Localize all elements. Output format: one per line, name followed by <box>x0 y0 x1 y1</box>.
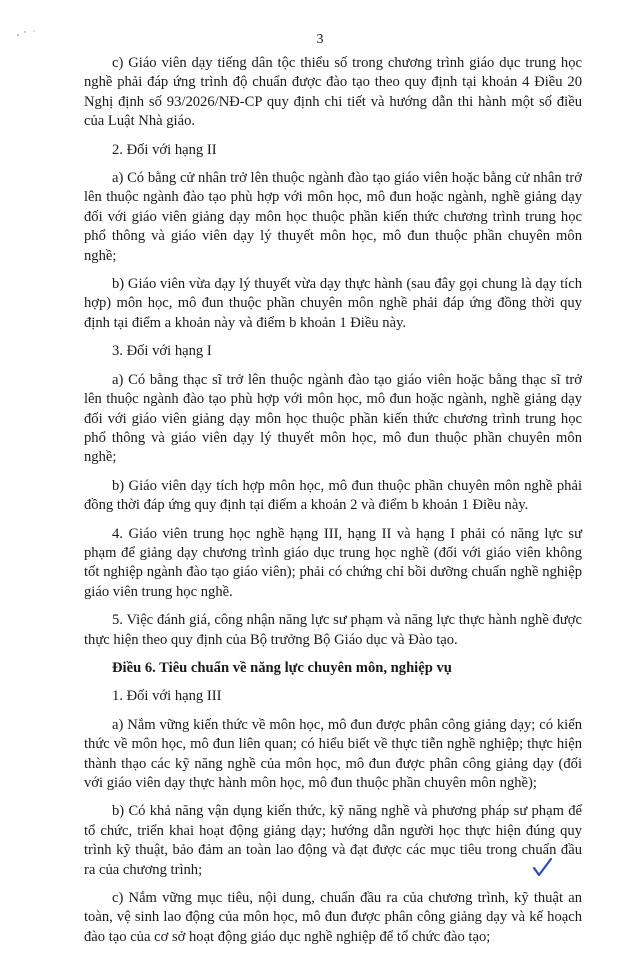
paragraph-5-3a: a) Có bằng thạc sĩ trở lên thuộc ngành đào tạo giáo viên hoặc bằng thạc sĩ trở lên thuộc ngành đào tạo phù hợp với môn học, mô đun hoặc ngành, nghề giảng dạy đối với giáo viên giảng dạy môn học thuộc phần kiến thức chương trình trung học phổ thông và giáo viên dạy lý thuyết môn học, mô đun thuộc phần chuyên môn nghề; <box>84 371 582 466</box>
paragraph-6-1c: c) Nắm vững mục tiêu, nội dung, chuẩn đầu ra của chương trình, kỹ thuật an toàn, vệ sinh lao động của môn học, mô đun được phân công giảng dạy và kế hoạch đào tạo của cơ sở hoạt động giáo dục nghề nghiệp để tổ chức đào tạo; <box>84 890 582 945</box>
subheading-hang-i: 3. Đối với hạng I <box>112 343 212 360</box>
article-6-heading: Điều 6. Tiêu chuẩn về năng lực chuyên môn, nghiệp vụ <box>112 659 452 676</box>
paragraph-5-5: 5. Việc đánh giá, công nhận năng lực sư phạm và năng lực thực hành nghề được thực hiện theo quy định của Bộ trưởng Bộ Giáo dục và Đào tạo. <box>84 612 582 648</box>
paragraph-5-1c: c) Giáo viên dạy tiếng dân tộc thiểu số trong chương trình giáo dục trung học nghề phải đáp ứng trình độ chuẩn được đào tạo theo quy định tại khoản 4 Điều 20 Nghị định số 93/2026/NĐ-CP quy định chi tiết và hướng dẫn thi hành một số điều của Luật Nhà giáo. <box>84 55 582 130</box>
paragraph-6-1b: b) Có khả năng vận dụng kiến thức, kỹ năng nghề và phương pháp sư phạm để tổ chức, triển khai hoạt động giảng dạy; hướng dẫn người học thực hiện đúng quy trình kỹ thuật, bảo đảm an toàn lao động và đạt được các mục tiêu trong chuẩn đầu ra của chương trình; <box>84 803 582 878</box>
checkmark-icon <box>530 856 554 880</box>
subheading-hang-iii: 1. Đối với hạng III <box>112 688 222 705</box>
subheading-hang-ii: 2. Đối với hạng II <box>112 141 217 158</box>
document-body <box>84 54 582 956</box>
paragraph-5-3b: b) Giáo viên dạy tích hợp môn học, mô đun thuộc phần chuyên môn nghề phải đồng thời đáp ứng quy định tại điểm a khoản 2 và điểm b khoản 1 Điều này. <box>84 477 582 514</box>
paragraph-6-1a: a) Nắm vững kiến thức về môn học, mô đun được phân công giảng dạy; có kiến thức về môn học, mô đun liên quan; có hiểu biết về thực tiễn nghề nghiệp; thực hiện thành thạo các kỹ năng nghề của môn học, mô đun được phân công giảng dạy (đối với giáo viên dạy thực hành môn học, mô đun thuộc phần chuyên môn nghề); <box>84 716 582 791</box>
paragraph-5-4: 4. Giáo viên trung học nghề hạng III, hạng II và hạng I phải có năng lực sư phạm để giảng dạy chương trình giáo dục trung học nghề (đối với giáo viên không tốt nghiệp ngành đào tạo giáo viên); phải có chứng chỉ bồi dưỡng chuẩn nghề nghiệp giáo viên trung học nghề. <box>84 525 582 600</box>
paragraph-5-2b: b) Giáo viên vừa dạy lý thuyết vừa dạy thực hành (sau đây gọi chung là dạy tích hợp) môn học, mô đun thuộc phần chuyên môn nghề phải đáp ứng đồng thời quy định tại điểm a khoản này và điểm b khoản 1 Điều này. <box>84 276 582 331</box>
paragraph-5-2a: a) Có bằng cử nhân trở lên thuộc ngành đào tạo giáo viên hoặc bằng cử nhân trở lên thuộc ngành đào tạo phù hợp với môn học, mô đun hoặc ngành, nghề giảng dạy đối với giáo viên giảng dạy môn học thuộc phần kiến thức chương trình trung học phổ thông và giáo viên dạy lý thuyết môn học, mô đun thuộc phần chuyên môn nghề; <box>84 170 582 264</box>
page-number: 3 <box>316 32 324 47</box>
